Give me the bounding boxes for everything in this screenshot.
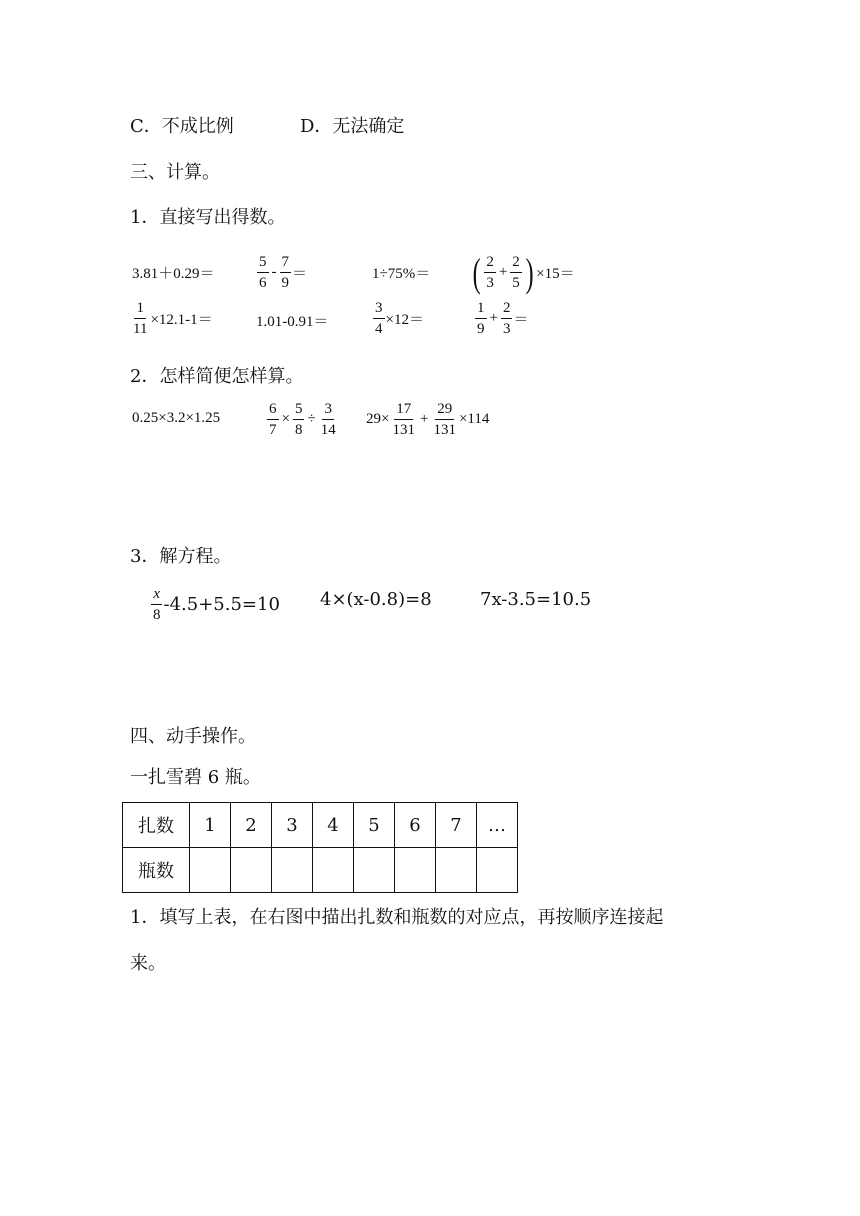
table-cell: … — [477, 803, 518, 848]
fraction: $\frac{3}{4}$ — [375, 300, 383, 337]
q1-title: 1．直接写出得数。 — [130, 207, 286, 228]
blank-cell[interactable] — [477, 848, 518, 893]
task-text-line2: 来。 — [130, 953, 166, 974]
calc-r2-e4: $\frac{1}{9}$ + $\frac{2}{3}$ ＝ — [477, 300, 529, 337]
table-cell: 6 — [395, 803, 436, 848]
table-row — [123, 848, 518, 893]
fraction: $\frac{3}{14}$ — [320, 401, 336, 438]
table-cell: 1 — [190, 803, 231, 848]
fraction: $\frac{2}{3}$ — [502, 300, 511, 337]
fraction: $\frac{29}{131}$ — [433, 401, 456, 438]
table-cell: 2 — [231, 803, 272, 848]
calc-r2-e3: $\frac{3}{4}$ ×12＝ — [375, 300, 424, 337]
table-cell: 4 — [313, 803, 354, 848]
choice-c: C．不成比例 — [130, 116, 234, 137]
fraction: $\frac{6}{7}$ — [269, 401, 277, 438]
fraction: $\frac{17}{131}$ — [392, 401, 415, 438]
choice-d: D．无法确定 — [300, 116, 405, 137]
q2-title: 2．怎样简便怎样算。 — [130, 366, 304, 387]
blank-cell[interactable] — [231, 848, 272, 893]
bundle-bottle-table — [122, 802, 518, 893]
blank-cell[interactable] — [354, 848, 395, 893]
table-cell: 5 — [354, 803, 395, 848]
task-text-line1: 1．填写上表，在右图中描出扎数和瓶数的对应点，再按顺序连接起 — [130, 907, 664, 928]
table-row — [123, 803, 518, 848]
simplify-e3: 29× $\frac{17}{131}$ + $\frac{29}{131}$ ×114 — [366, 401, 490, 438]
equation-e1: $\frac{x}{8}$ -4.5+5.5=10 — [153, 586, 280, 623]
fraction: $\frac{5}{8}$ — [294, 401, 303, 438]
blank-cell[interactable] — [272, 848, 313, 893]
section4-intro: 一扎雪碧 6 瓶。 — [130, 767, 261, 788]
row-label-bottles: 瓶数 — [123, 848, 190, 893]
calc-r1-e3: 1÷75%＝ — [372, 266, 431, 282]
calc-r1-e4: ( $\frac{2}{3}$ + $\frac{2}{5}$ ) ×15＝ — [472, 249, 575, 295]
section4-heading: 四、动手操作。 — [130, 726, 256, 747]
simplify-e2: $\frac{6}{7}$ × $\frac{5}{8}$ ÷ $\frac{3}{14}$ — [269, 401, 336, 438]
fraction: $\frac{2}{3}$ — [486, 254, 494, 291]
table-cell: 7 — [436, 803, 477, 848]
blank-cell[interactable] — [436, 848, 477, 893]
calc-r1-e1: 3.81＋0.29＝ — [132, 266, 215, 282]
fraction: $\frac{1}{9}$ — [477, 300, 485, 337]
table-cell: 3 — [272, 803, 313, 848]
simplify-e1: 0.25×3.2×1.25 — [132, 410, 221, 426]
fraction: $\frac{2}{5}$ — [512, 254, 520, 291]
blank-cell[interactable] — [395, 848, 436, 893]
fraction: $\frac{7}{9}$ — [281, 254, 289, 291]
equation-e2: 4×(x-0.8)=8 — [320, 589, 432, 610]
q3-title: 3．解方程。 — [130, 546, 232, 567]
calc-r2-e1: $\frac{1}{11}$ ×12.1-1＝ — [133, 300, 213, 337]
equation-e3: 7x-3.5=10.5 — [480, 589, 592, 610]
calc-r1-e2: $\frac{5}{6}$ - $\frac{7}{9}$ ＝ — [259, 254, 308, 291]
blank-cell[interactable] — [313, 848, 354, 893]
blank-cell[interactable] — [190, 848, 231, 893]
row-label-bundles: 扎数 — [123, 803, 190, 848]
fraction: $\frac{5}{6}$ — [259, 254, 267, 291]
calc-r2-e2: 1.01-0.91＝ — [256, 314, 329, 330]
fraction: $\frac{x}{8}$ — [153, 586, 161, 623]
fraction: $\frac{1}{11}$ — [133, 300, 148, 337]
section3-heading: 三、计算。 — [130, 162, 220, 183]
